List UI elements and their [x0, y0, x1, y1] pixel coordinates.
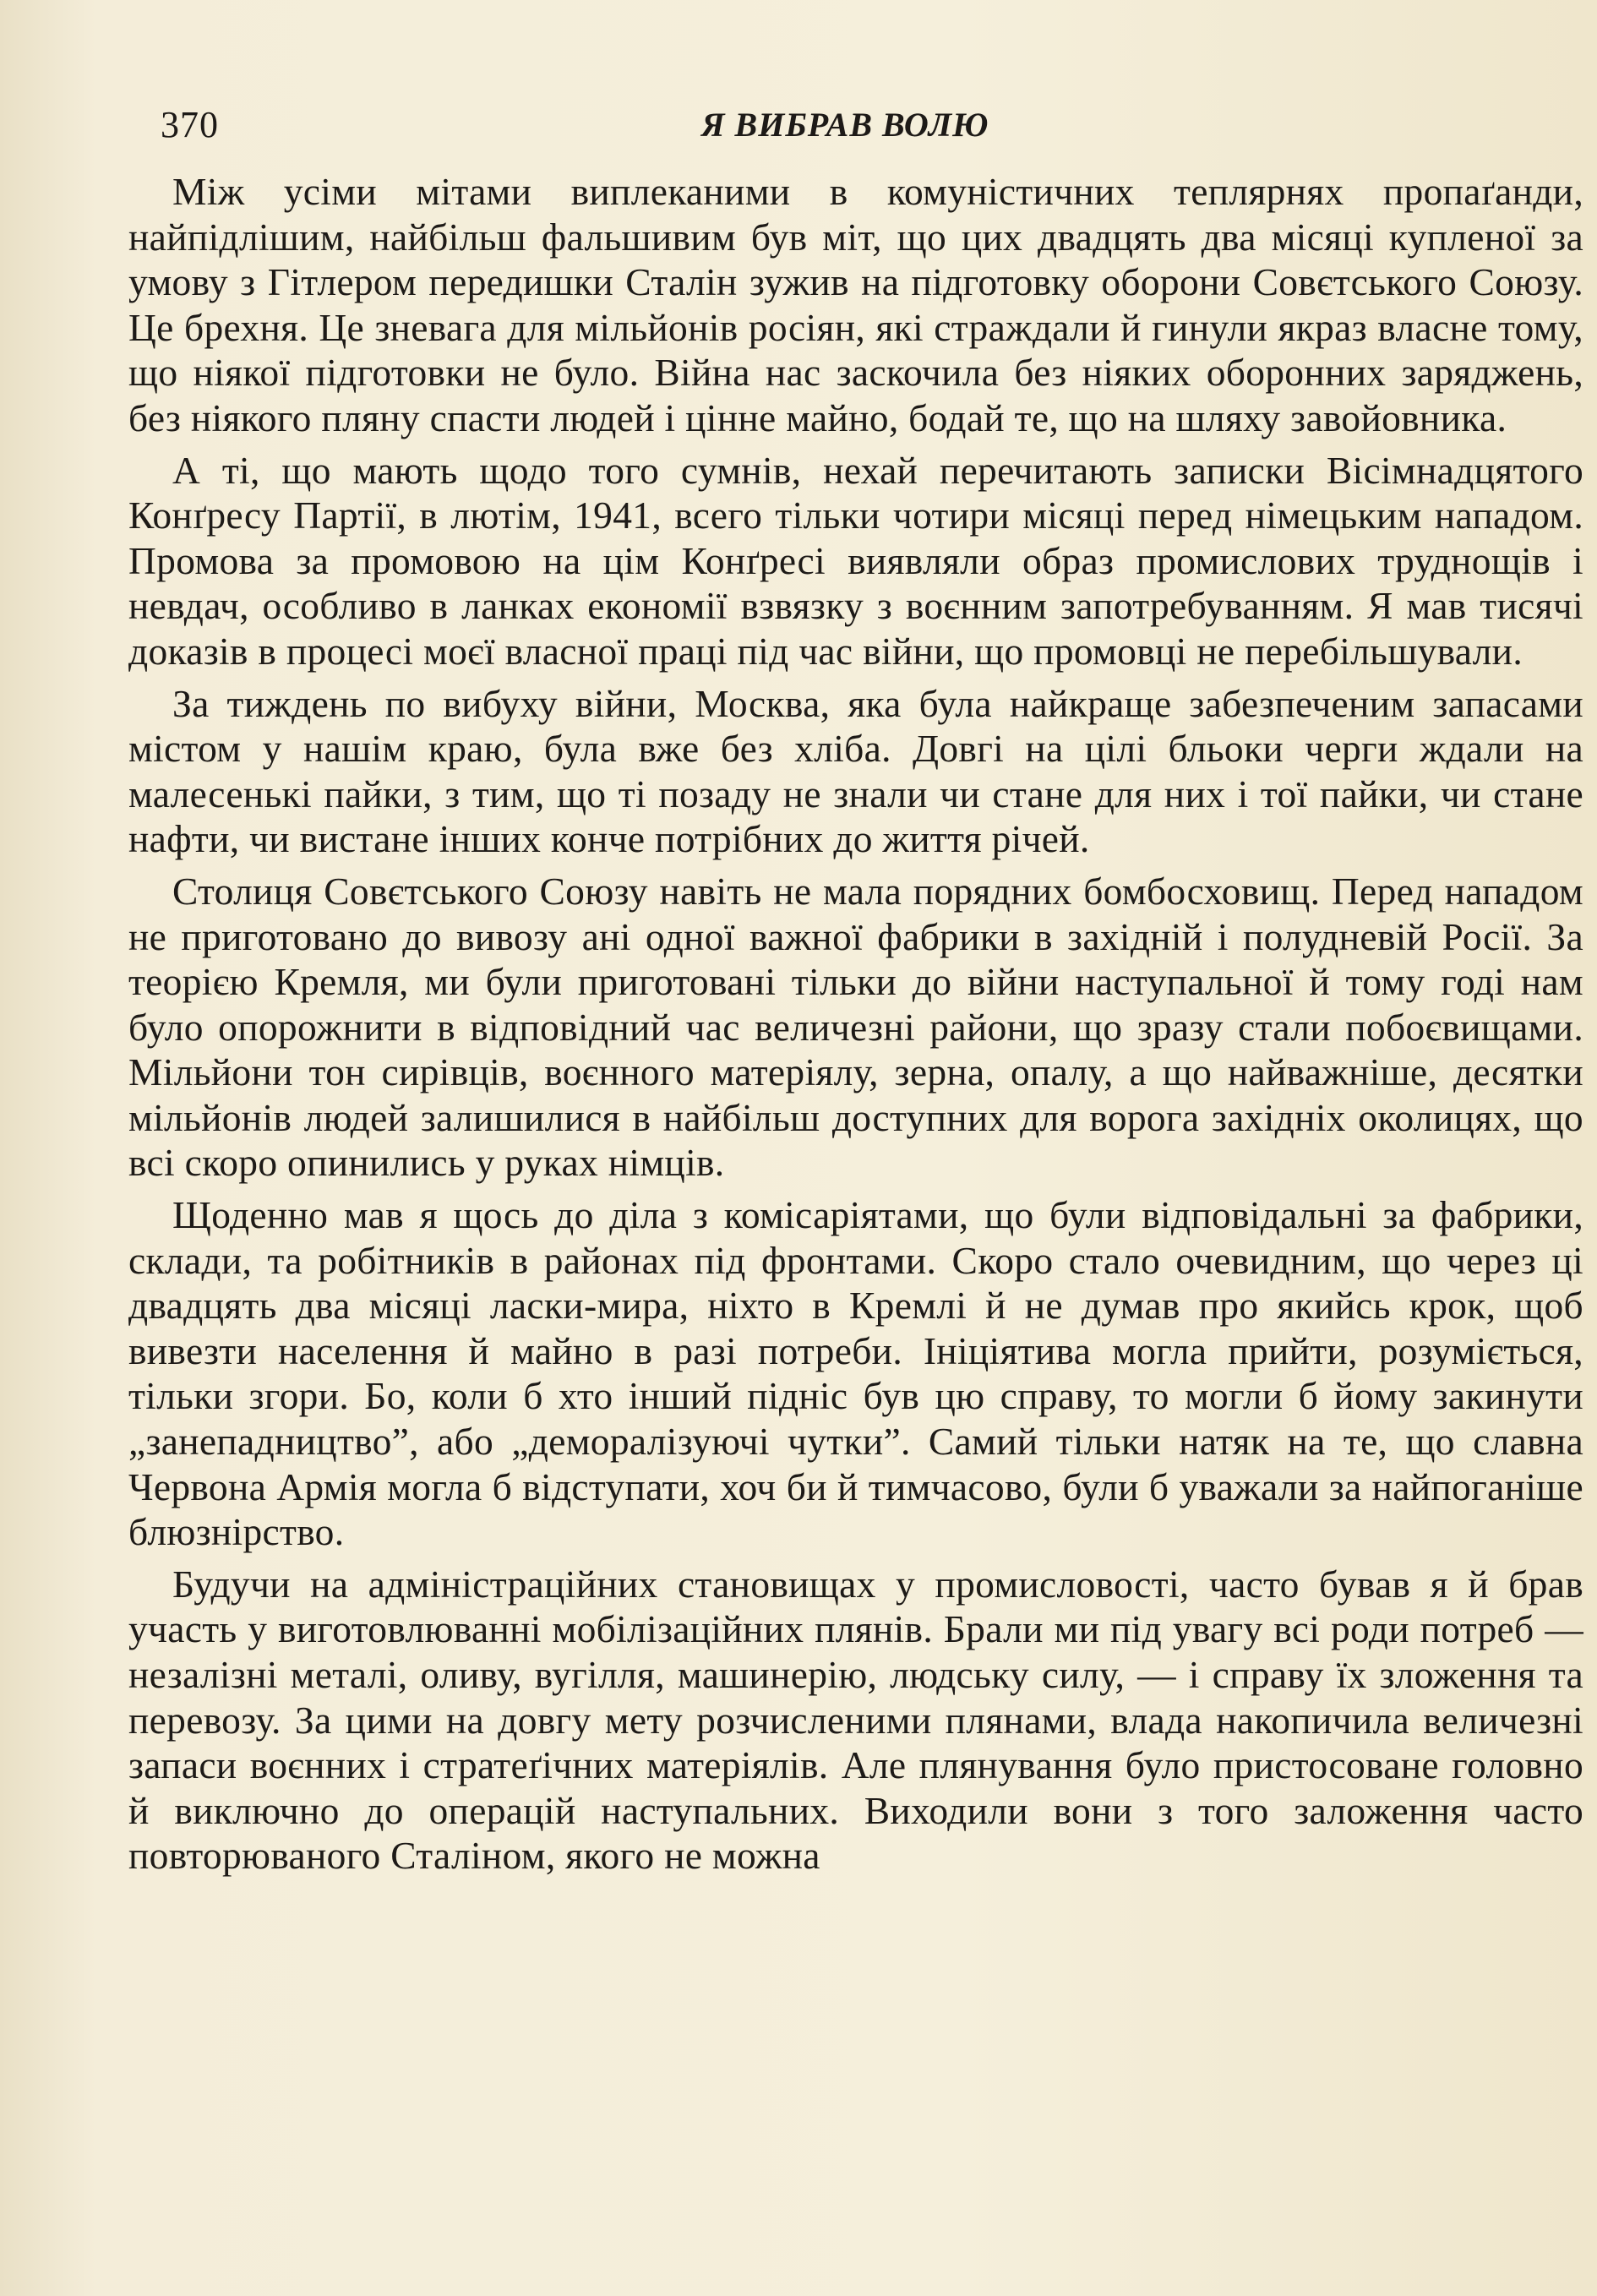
paragraph-3: За тиждень по вибуху війни, Москва, яка була найкраще забезпеченим запасами містом у нашім краю, була вже без хліба. Довгі на цілі бльоки черги ждали на малесенькі пайки, з тим, що ті позаду не знали чи стане для них і тої пайки, чи стане нафти, чи вистане інших конче потрібних до життя річей. — [128, 681, 1583, 861]
body-text — [128, 169, 1583, 1885]
paragraph-6: Будучи на адміністраційних становищах у промисловості, часто бував я й брав участь у виготовлюванні мобілізаційних плянів. Брали ми під увагу всі роди потреб — незалізні металі, оливу, вугілля, машинерію, людську силу, — і справу їх зложення та перевозу. За цими на довгу мету розчисленими плянами, влада накопичила величезні запаси воєнних і стратеґічних матеріялів. Але плянування було пристосоване головно й виключно до операцій наступальних. Виходили вони з того заложення часто повторюваного Сталіном, якого не можна — [128, 1562, 1583, 1878]
paragraph-1: Між усіми мітами виплеканими в комуністичних теплярнях пропаґанди, найпідлішим, найбільш фальшивим був міт, що цих двадцять два місяці купленої за умову з Гітлером передишки Сталін зужив на підготовку оборони Совєтського Союзу. Це брехня. Це зневага для мільйонів росіян, які страждали й гинули якраз власне тому, що ніякої підготовки не було. Війна нас заскочила без ніяких оборонних заряджень, без ніякого пляну спасти людей і цінне майно, бодай те, що на шляху завойовника. — [128, 170, 1583, 439]
running-title: Я ВИБРАВ ВОЛЮ — [701, 106, 989, 144]
paragraph-5: Щоденно мав я щось до діла з комісаріятами, що були відповідальні за фабрики, склади, та робітників в районах під фронтами. Скоро стало очевидним, що через ці двадцять два місяці ласки-мира, ніхто в Кремлі й не думав про якийсь крок, щоб вивезти населення й майно в разі потреби. Ініціятива могла прийти, розуміється, тільки згори. Бо, коли б хто інший підніс був цю справу, то могли б йому закинути „занепадництво”, або „деморалізуючі чутки”. Самий тільки натяк на те, що славна Червона Армія могла б відступати, хоч би й тимчасово, були б уважали за найпоганіше блюзнірство. — [128, 1193, 1583, 1554]
running-head — [161, 100, 1589, 150]
paragraph-4: Столиця Совєтського Союзу навіть не мала порядних бомбосховищ. Перед нападом не приготовано до вивозу ані одної важної фабрики в західній і полудневій Росії. За теорією Кремля, ми були приготовані тільки до війни наступальної й тому годі нам було опорожнити в відповідний час величезні райони, що зразу стали побоєвищами. Мільйони тон сирівців, воєнного матеріялу, зерна, опалу, а що найважніше, десятки мільйонів людей залишилися в найбільш доступних для ворога західніх околицях, що всі скоро опинились у руках німців. — [128, 869, 1583, 1185]
paragraph-2: А ті, що мають щодо того сумнів, нехай перечитають записки Вісімнадцятого Конґресу Партії, в лютім, 1941, всего тільки чотири місяці перед німецьким нападом. Промова за промовою на цім Конґресі виявляли образ промислових труднощів і невдач, особливо в ланках економії взвязку з воєнним запотребуванням. Я мав тисячі доказів в процесі моєї власної праці під час війни, що промовці не перебільшували. — [128, 448, 1583, 673]
page-number: 370 — [161, 104, 219, 145]
